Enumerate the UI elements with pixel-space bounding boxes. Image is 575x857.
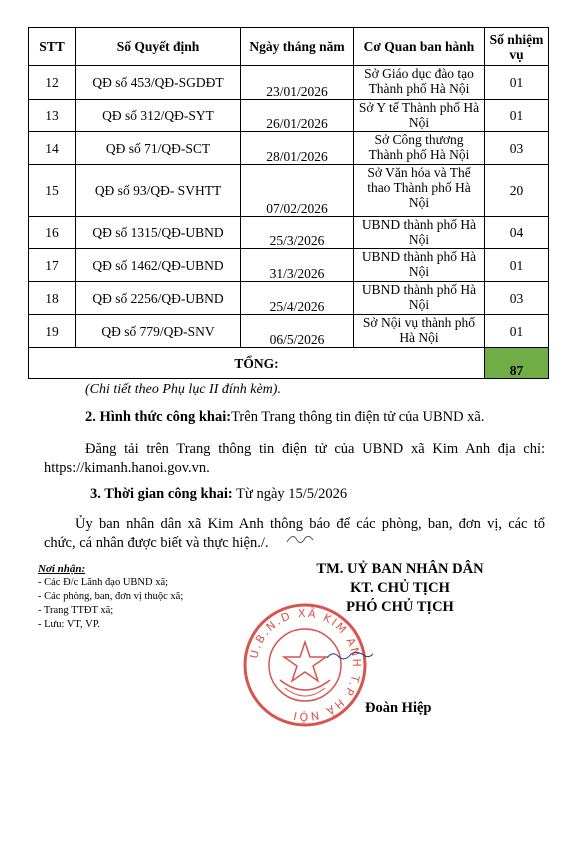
table-row: [29, 165, 549, 217]
cell-agency: Sở Công thương Thành phố Hà Nội: [354, 132, 485, 165]
cell-tasks: 03: [485, 282, 549, 315]
table-row: [29, 315, 549, 348]
cell-tasks: 20: [485, 165, 549, 217]
table-row: [29, 100, 549, 132]
cell-stt: 12: [29, 66, 76, 100]
cell-decision: QĐ số 1462/QĐ-UBND: [76, 249, 241, 282]
section-2: [85, 408, 485, 427]
svg-text:U.B.N.D XÃ KIM ANH T.P HÀ NỘI: U.B.N.D XÃ KIM ANH T.P HÀ NỘI: [247, 606, 364, 724]
cell-stt: 17: [29, 249, 76, 282]
section-2-para-line1: Đăng tải trên Trang thông tin điện tử của UBND xã Kim Anh địa chỉ:: [85, 441, 545, 457]
total-row: [29, 348, 549, 379]
cell-stt: 19: [29, 315, 76, 348]
cell-date: 28/01/2026: [241, 132, 354, 165]
cell-agency: Sở Y tế Thành phố Hà Nội: [354, 100, 485, 132]
recipients-title: Nơi nhận:: [38, 563, 86, 575]
closing-line1: Ủy ban nhân dân xã Kim Anh thông báo để các phòng, ban, đơn vị, các tổ: [75, 516, 545, 532]
cell-date: 25/3/2026: [241, 217, 354, 249]
cell-agency: Sở Giáo dục đào tạo Thành phố Hà Nội: [354, 66, 485, 100]
recipients-block: [38, 562, 183, 632]
appendix-note: (Chi tiết theo Phụ lục II đính kèm).: [85, 382, 281, 397]
total-value: 87: [485, 348, 549, 379]
table-header-row: [29, 28, 549, 66]
cell-decision: QĐ số 1315/QĐ-UBND: [76, 217, 241, 249]
recipient-item: - Các Đ/c Lãnh đạo UBND xã;: [38, 577, 169, 588]
total-label: TỔNG:: [29, 348, 485, 379]
cell-stt: 16: [29, 217, 76, 249]
cell-decision: QĐ số 453/QĐ-SGDĐT: [76, 66, 241, 100]
signature-line3: PHÓ CHỦ TỊCH: [346, 599, 454, 615]
section-3-heading: 3. Thời gian công khai:: [90, 486, 233, 502]
section-2-text: Trên Trang thông tin điện tử của UBND xã.: [231, 409, 485, 425]
cell-stt: 13: [29, 100, 76, 132]
section-3-text: Từ ngày 15/5/2026: [236, 486, 348, 502]
cell-decision: QĐ số 71/QĐ-SCT: [76, 132, 241, 165]
cell-agency: UBND thành phố Hà Nội: [354, 249, 485, 282]
signature-line1: TM. UỶ BAN NHÂN DÂN: [316, 561, 484, 577]
cell-decision: QĐ số 93/QĐ- SVHTT: [76, 165, 241, 217]
cell-tasks: 01: [485, 66, 549, 100]
cell-decision: QĐ số 2256/QĐ-UBND: [76, 282, 241, 315]
recipient-item: - Lưu: VT, VP.: [38, 619, 100, 630]
cell-date: 23/01/2026: [241, 66, 354, 100]
closing-line2: chức, cá nhân được biết và thực hiện./.: [44, 535, 269, 551]
cell-agency: Sở Nội vụ thành phố Hà Nội: [354, 315, 485, 348]
header-decision: Số Quyết định: [76, 28, 241, 66]
table-row: [29, 66, 549, 100]
official-seal-icon: [240, 600, 370, 730]
header-date: Ngày tháng năm: [241, 28, 354, 66]
header-agency: Cơ Quan ban hành: [354, 28, 485, 66]
signer-name: Đoàn Hiệp: [365, 700, 432, 716]
table-row: [29, 217, 549, 249]
cell-stt: 18: [29, 282, 76, 315]
cell-date: 07/02/2026: [241, 165, 354, 217]
signature-stroke-icon: [325, 648, 375, 664]
cell-decision: QĐ số 312/QĐ-SYT: [76, 100, 241, 132]
recipient-item: - Các phòng, ban, đơn vị thuộc xã;: [38, 591, 184, 602]
cell-tasks: 03: [485, 132, 549, 165]
website-url: https://kimanh.hanoi.gov.vn.: [44, 460, 210, 476]
cell-agency: UBND thành phố Hà Nội: [354, 282, 485, 315]
task-table: [28, 27, 549, 379]
header-tasks: Số nhiệm vụ: [485, 28, 549, 66]
cell-tasks: 01: [485, 249, 549, 282]
section-3: [90, 485, 347, 504]
table-row: [29, 249, 549, 282]
cell-stt: 15: [29, 165, 76, 217]
cell-tasks: 01: [485, 100, 549, 132]
table-row: [29, 132, 549, 165]
signature-line2: KT. CHỦ TỊCH: [350, 580, 450, 596]
cell-date: 06/5/2026: [241, 315, 354, 348]
cell-stt: 14: [29, 132, 76, 165]
cell-tasks: 04: [485, 217, 549, 249]
initial-mark-icon: [285, 530, 315, 548]
cell-agency: UBND thành phố Hà Nội: [354, 217, 485, 249]
cell-tasks: 01: [485, 315, 549, 348]
cell-date: 26/01/2026: [241, 100, 354, 132]
table-row: [29, 282, 549, 315]
recipient-item: - Trang TTĐT xã;: [38, 605, 114, 616]
cell-agency: Sở Văn hóa và Thể thao Thành phố Hà Nội: [354, 165, 485, 217]
section-2-heading: 2. Hình thức công khai:: [85, 409, 232, 425]
cell-date: 31/3/2026: [241, 249, 354, 282]
cell-decision: QĐ số 779/QĐ-SNV: [76, 315, 241, 348]
cell-date: 25/4/2026: [241, 282, 354, 315]
header-stt: STT: [29, 28, 76, 66]
